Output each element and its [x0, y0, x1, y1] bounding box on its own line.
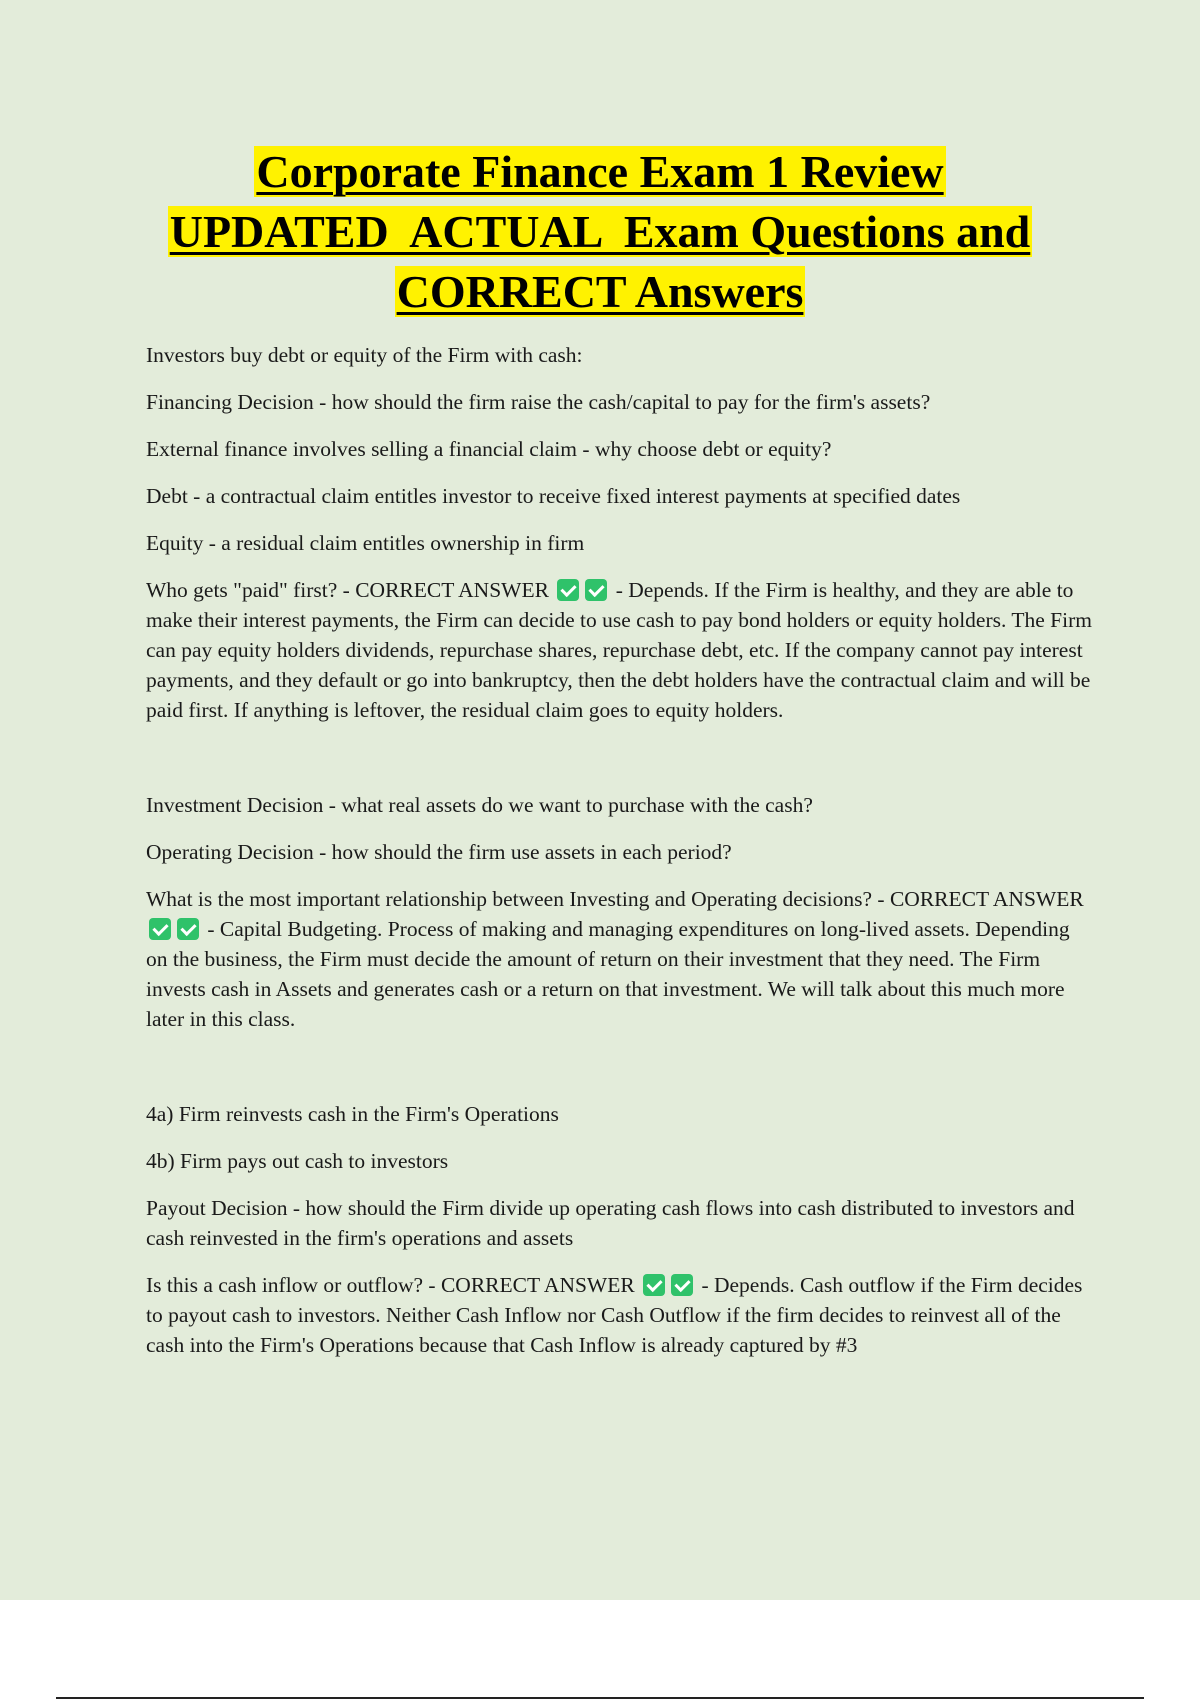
title-line-3: CORRECT Answers — [396, 266, 804, 317]
check-box-icon — [671, 1274, 693, 1296]
qa-investing-operating-relationship — [146, 884, 1096, 1034]
spacer — [146, 1051, 1096, 1099]
answer-text: - Depends. If the Firm is healthy, and they are able to make their interest payments, the Firm can decide to use cash to pay bond holders or equity holders. The Firm can pay equity holders dividends, repurchase shares, repurchase debt, etc. If the company cannot pay interest payments, and they default or go into bankruptcy, then the debt holders have the contractual claim and will be paid first. If anything is leftover, the residual claim goes to equity holders. — [146, 578, 1092, 722]
title-line-2: UPDATED ACTUAL Exam Questions and — [169, 206, 1031, 257]
answer-text: - Capital Budgeting. Process of making and managing expenditures on long-lived assets. Depending on the business, the Firm must decide the amount of return on their investment that they need. The Firm invests cash in Assets and generates cash or a return on that investment. We will talk about this much more later in this class. — [146, 917, 1070, 1031]
document-title — [100, 142, 1100, 322]
paragraph-financing-decision: Financing Decision - how should the firm raise the cash/capital to pay for the firm's assets? — [146, 390, 931, 414]
paragraph-operating-decision: Operating Decision - how should the firm use assets in each period? — [146, 840, 732, 864]
check-box-icon — [149, 918, 171, 940]
check-box-icon — [585, 579, 607, 601]
paragraph-payout-decision: Payout Decision - how should the Firm divide up operating cash flows into cash distributed to investors and cash reinvested in the firm's operations and assets — [146, 1196, 1075, 1250]
check-box-icon — [177, 918, 199, 940]
qa-cash-inflow-outflow — [146, 1270, 1096, 1360]
qa-who-gets-paid-first — [146, 575, 1096, 725]
question-text: Is this a cash inflow or outflow? - CORRECT ANSWER — [146, 1273, 635, 1297]
paragraph-equity: Equity - a residual claim entitles ownership in firm — [146, 531, 585, 555]
question-text: What is the most important relationship between Investing and Operating decisions? - CORRECT ANSWER — [146, 887, 1084, 911]
paragraph-external-finance: External finance involves selling a financial claim - why choose debt or equity? — [146, 437, 832, 461]
paragraph-investment-decision: Investment Decision - what real assets do we want to purchase with the cash? — [146, 793, 813, 817]
paragraph-4a: 4a) Firm reinvests cash in the Firm's Operations — [146, 1102, 559, 1126]
paragraph-investors: Investors buy debt or equity of the Firm with cash: — [146, 343, 583, 367]
check-box-icon — [557, 579, 579, 601]
check-box-icon — [643, 1274, 665, 1296]
document-body — [146, 340, 1096, 1377]
paragraph-4b: 4b) Firm pays out cash to investors — [146, 1149, 449, 1173]
paragraph-debt: Debt - a contractual claim entitles investor to receive fixed interest payments at specified dates — [146, 484, 961, 508]
footer-divider — [56, 1697, 1144, 1699]
title-line-1: Corporate Finance Exam 1 Review — [256, 146, 944, 197]
question-text: Who gets "paid" first? - CORRECT ANSWER — [146, 578, 549, 602]
answer-text: - Depends. Cash outflow if the Firm decides to payout cash to investors. Neither Cash Inflow nor Cash Outflow if the firm decides to reinvest all of the cash into the Firm's Operations because that Cash Inflow is already captured by #3 — [146, 1273, 1083, 1357]
spacer — [146, 742, 1096, 790]
